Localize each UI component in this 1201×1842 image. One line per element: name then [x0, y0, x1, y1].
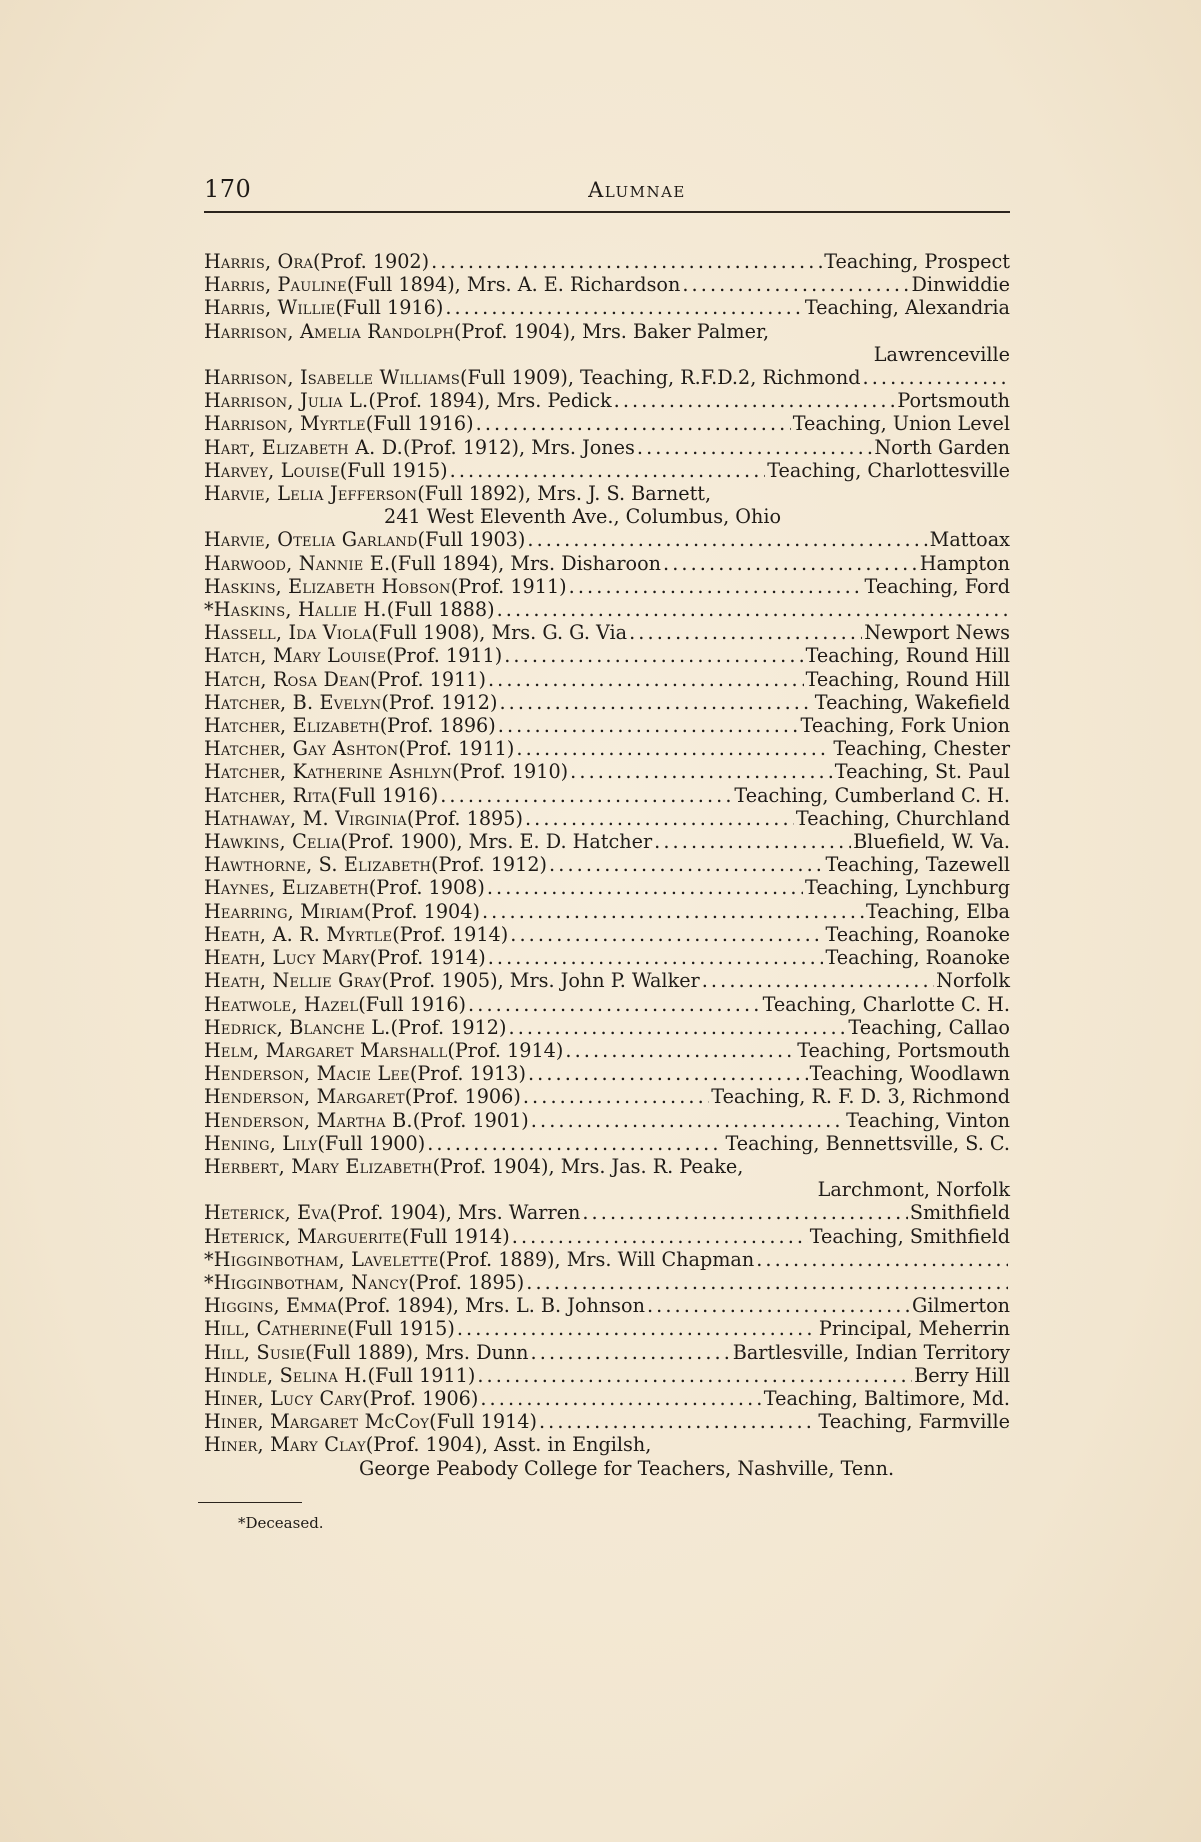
- alumna-name: Hassell, Ida Viola: [204, 621, 372, 645]
- alumna-name: Hiner, Mary Clay: [204, 1433, 366, 1457]
- dot-leader: [516, 737, 831, 760]
- alumna-detail: (Prof. 1904), Mrs. Warren: [329, 1201, 581, 1225]
- alumna-entry: [204, 296, 1010, 319]
- running-head: Alumnae: [588, 178, 686, 202]
- alumna-name: Hiner, Lucy Cary: [204, 1386, 363, 1410]
- alumna-detail: (Full 1908), Mrs. G. G. Via: [371, 621, 628, 645]
- dot-leader: [565, 1039, 795, 1062]
- alumna-name: Hedrick, Blanche L.: [204, 1015, 391, 1039]
- alumna-entry: [204, 807, 1010, 830]
- alumna-occupation-location: Teaching, Charlottesville: [767, 458, 1010, 482]
- alumna-entry: [204, 1433, 1010, 1456]
- alumna-name: Hatcher, Gay Ashton: [204, 737, 399, 761]
- alumna-entry: [204, 969, 1010, 992]
- alumna-occupation-location: Newport News: [864, 621, 1010, 645]
- dot-leader: [637, 436, 873, 459]
- alumna-detail: (Full 1911): [367, 1363, 476, 1387]
- alumna-detail: (Full 1903): [417, 528, 526, 552]
- alumna-detail: (Prof. 1911): [450, 574, 567, 598]
- alumna-detail: (Prof. 1901): [412, 1108, 529, 1132]
- alumna-entry: [204, 668, 1010, 691]
- alumna-occupation-location: Norfolk: [936, 969, 1010, 993]
- dot-leader: [614, 389, 896, 412]
- alumna-entry: [204, 876, 1010, 899]
- alumna-entry: [204, 714, 1010, 737]
- alumna-detail: (Prof. 1902): [313, 250, 430, 273]
- alumna-entry: [204, 1248, 1010, 1271]
- alumna-detail: (Prof. 1895): [408, 1270, 525, 1294]
- alumna-occupation-location: Gilmerton: [912, 1294, 1010, 1318]
- alumna-entry: [204, 1016, 1010, 1039]
- alumna-name: Heatwole, Hazel: [204, 992, 359, 1016]
- alumna-name: Hatcher, B. Evelyn: [204, 690, 382, 714]
- alumna-name: Hill, Susie: [204, 1340, 306, 1364]
- alumna-name: Harvie, Otelia Garland: [204, 528, 418, 552]
- dot-leader: [482, 900, 864, 923]
- dot-leader: [569, 575, 863, 598]
- alumna-entry-continuation: Larchmont, Norfolk: [817, 1178, 1010, 1202]
- alumna-entry: [204, 1062, 1010, 1085]
- alumna-detail: (Full 1888): [386, 598, 495, 622]
- alumna-detail: (Prof. 1904): [363, 899, 480, 923]
- alumna-name: Harris, Willie: [204, 296, 336, 320]
- alumna-occupation-location: Berry Hill: [914, 1363, 1010, 1387]
- alumna-occupation-location: Hampton: [919, 551, 1010, 575]
- alumna-name: Hatcher, Katherine Ashlyn: [204, 760, 453, 784]
- alumna-occupation-location: Teaching, Chester: [833, 737, 1010, 761]
- alumna-detail: (Prof. 1912): [390, 1015, 507, 1039]
- dot-leader: [629, 621, 862, 644]
- alumna-occupation-location: Teaching, Charlotte C. H.: [762, 992, 1010, 1016]
- alumna-detail: (Prof. 1910): [452, 760, 569, 784]
- alumna-detail: (Prof. 1894), Mrs. L. B. Johnson: [336, 1294, 645, 1318]
- alumna-occupation-location: Teaching, Vinton: [846, 1108, 1010, 1132]
- alumna-name: Hill, Catherine: [204, 1317, 347, 1341]
- dot-leader: [654, 830, 851, 853]
- alumna-entry: [204, 853, 1010, 876]
- alumna-detail: (Prof. 1913): [409, 1062, 526, 1086]
- alumna-detail: (Prof. 1911): [398, 737, 515, 761]
- alumna-name: Harris, Ora: [204, 250, 314, 273]
- alumna-entry: [204, 760, 1010, 783]
- alumna-detail: (Prof. 1895): [406, 806, 523, 830]
- alumna-name: Harrison, Isabelle Williams: [204, 366, 461, 390]
- alumna-entry: [204, 459, 1010, 482]
- alumna-entry: [204, 1341, 1010, 1364]
- alumna-name: Heterick, Eva: [204, 1201, 330, 1225]
- alumna-occupation-location: Teaching, Prospect: [824, 250, 1010, 273]
- alumna-detail: (Full 1916): [330, 783, 439, 807]
- alumna-name: Hatcher, Rita: [204, 783, 331, 807]
- dot-leader: [756, 1248, 1008, 1271]
- alumna-name: Hawkins, Celia: [204, 830, 341, 854]
- dot-leader: [431, 250, 822, 273]
- alumna-occupation-location: Teaching, Round Hill: [805, 667, 1010, 691]
- dot-leader: [525, 807, 794, 830]
- alumna-name: Hatch, Rosa Dean: [204, 667, 370, 691]
- alumna-entry: [204, 993, 1010, 1016]
- alumna-detail: (Full 1892), Mrs. J. S. Barnett,: [417, 482, 712, 506]
- dot-leader: [499, 691, 812, 714]
- alumna-detail: (Prof. 1900), Mrs. E. D. Hatcher: [340, 830, 653, 854]
- dot-leader: [582, 1201, 908, 1224]
- header-rule: [204, 211, 1010, 213]
- dot-leader: [427, 1132, 723, 1155]
- alumna-name: Hart, Elizabeth A. D.: [204, 435, 403, 459]
- alumna-entry: [204, 320, 1010, 343]
- alumna-detail: (Prof. 1912): [381, 690, 498, 714]
- alumna-occupation-location: Teaching, Smithfield: [809, 1224, 1010, 1248]
- alumna-name: *Higginbotham, Lavelette: [204, 1247, 439, 1271]
- alumna-name: Hearring, Miriam: [204, 899, 364, 923]
- alumna-occupation-location: Teaching, Cumberland C. H.: [734, 783, 1010, 807]
- alumna-entry: [204, 436, 1010, 459]
- alumna-detail: (Full 1916): [335, 296, 444, 320]
- alumna-entry: [204, 1364, 1010, 1387]
- alumna-entry: [204, 1109, 1010, 1132]
- alumna-entry: [204, 1294, 1010, 1317]
- alumna-detail: (Prof. 1889), Mrs. Will Chapman: [438, 1247, 755, 1271]
- alumna-entry: [204, 900, 1010, 923]
- dot-leader: [476, 412, 791, 435]
- dot-leader: [445, 296, 802, 319]
- alumna-occupation-location: Teaching, Portsmouth: [797, 1038, 1010, 1062]
- alumna-detail: (Prof. 1912): [430, 853, 548, 877]
- alumna-detail: (Prof. 1904), Asst. in Engilsh,: [365, 1433, 652, 1457]
- alumna-entry: [204, 1387, 1010, 1410]
- alumna-detail: (Prof. 1904), Mrs. Jas. R. Peake,: [432, 1154, 744, 1178]
- alumna-occupation-location: Teaching, Round Hill: [805, 644, 1010, 668]
- alumna-name: Haynes, Elizabeth: [204, 876, 369, 900]
- alumna-name: Hatcher, Elizabeth: [204, 714, 380, 738]
- alumna-name: Hiner, Margaret McCoy: [204, 1410, 430, 1434]
- alumna-detail: (Prof. 1914): [369, 946, 486, 970]
- alumna-name: Heterick, Marguerite: [204, 1224, 402, 1248]
- alumna-occupation-location: Mattoax: [929, 528, 1010, 552]
- alumna-entry: [204, 1132, 1010, 1155]
- alumna-occupation-location: Teaching, Callao: [848, 1015, 1010, 1039]
- alumna-occupation-location: Teaching, Tazewell: [825, 853, 1010, 877]
- dot-leader: [570, 760, 833, 783]
- alumna-occupation-location: Bluefield, W. Va.: [853, 830, 1010, 854]
- page-header: [204, 175, 1010, 213]
- alumna-name: Henderson, Margaret: [204, 1085, 405, 1109]
- alumna-entry: [204, 598, 1010, 621]
- alumna-detail: (Prof. 1905), Mrs. John P. Walker: [381, 969, 700, 993]
- dot-leader: [527, 528, 927, 551]
- alumna-name: Heath, A. R. Myrtle: [204, 922, 393, 946]
- dot-leader: [512, 1225, 808, 1248]
- alumna-occupation-location: Dinwiddie: [911, 273, 1010, 297]
- alumna-occupation-location: Teaching, Ford: [864, 574, 1010, 598]
- alumna-detail: (Prof. 1914): [392, 922, 509, 946]
- dot-leader: [440, 784, 732, 807]
- alumna-name: Hawthorne, S. Elizabeth: [204, 853, 431, 877]
- alumna-entry: [204, 784, 1010, 807]
- alumna-occupation-location: Teaching, Union Level: [792, 412, 1010, 436]
- alumna-name: Heath, Nellie Gray: [204, 969, 382, 993]
- dot-leader: [510, 923, 823, 946]
- alumna-detail: (Full 1894), Mrs. A. E. Richardson: [346, 273, 681, 297]
- alumna-detail: (Full 1894), Mrs. Disharoon: [390, 551, 661, 575]
- alumna-entry: [204, 691, 1010, 714]
- alumna-name: *Haskins, Hallie H.: [204, 598, 387, 622]
- alumna-name: Heath, Lucy Mary: [204, 946, 370, 970]
- alumna-entry: [204, 644, 1010, 667]
- alumna-occupation-location: Teaching, Roanoke: [825, 922, 1010, 946]
- alumna-entry: [204, 482, 1010, 505]
- alumna-detail: (Prof. 1906): [404, 1085, 521, 1109]
- alumna-name: Higgins, Emma: [204, 1294, 337, 1318]
- dot-leader: [498, 714, 799, 737]
- dot-leader: [488, 668, 804, 691]
- alumna-occupation-location: Teaching, Roanoke: [825, 946, 1010, 970]
- alumna-occupation-location: Principal, Meherrin: [818, 1317, 1010, 1341]
- dot-leader: [487, 876, 803, 899]
- dot-leader: [682, 273, 909, 296]
- alumna-entry: [204, 552, 1010, 575]
- alumna-entry: [204, 1039, 1010, 1062]
- alumna-detail: (Full 1915): [346, 1317, 455, 1341]
- alumna-entry: [204, 412, 1010, 435]
- alumna-entry: [204, 389, 1010, 412]
- alumna-detail: (Prof. 1894), Mrs. Pedick: [368, 389, 612, 413]
- alumna-detail: (Full 1914): [401, 1224, 510, 1248]
- dot-leader: [504, 644, 803, 667]
- alumna-detail: (Full 1900): [317, 1131, 426, 1155]
- dot-leader: [523, 1085, 709, 1108]
- alumna-detail: (Prof. 1911): [386, 644, 503, 668]
- alumna-detail: (Prof. 1912), Mrs. Jones: [402, 435, 635, 459]
- alumna-detail: (Full 1916): [358, 992, 467, 1016]
- alumna-name: *Higginbotham, Nancy: [204, 1270, 409, 1294]
- dot-leader: [539, 1410, 816, 1433]
- alumna-occupation-location: Teaching, Baltimore, Md.: [763, 1386, 1010, 1410]
- alumna-occupation-location: North Garden: [874, 435, 1010, 459]
- dot-leader: [528, 1062, 808, 1085]
- alumna-name: Helm, Margaret Marshall: [204, 1038, 448, 1062]
- alumna-detail: (Prof. 1896): [379, 714, 496, 738]
- alumna-detail: (Prof. 1906): [362, 1386, 479, 1410]
- alumna-detail: (Full 1914): [429, 1410, 537, 1434]
- alumna-occupation-location: Teaching, Elba: [865, 899, 1010, 923]
- dot-leader: [509, 1016, 847, 1039]
- dot-leader: [468, 993, 761, 1016]
- alumna-entry: [204, 366, 1010, 389]
- page-number: 170: [204, 175, 252, 203]
- alumna-name: Harrison, Myrtle: [204, 412, 366, 436]
- alumnae-list: [204, 250, 1010, 1480]
- alumna-occupation-location: Teaching, R. F. D. 3, Richmond: [711, 1085, 1010, 1109]
- alumna-occupation-location: Smithfield: [909, 1201, 1010, 1225]
- dot-leader: [863, 366, 1009, 389]
- alumna-detail: (Full 1915): [339, 458, 448, 482]
- alumna-occupation-location: Bartlesville, Indian Territory: [732, 1340, 1010, 1364]
- alumna-entry: [204, 250, 1010, 273]
- alumna-name: Henderson, Martha B.: [204, 1108, 413, 1132]
- alumna-detail: (Full 1889), Mrs. Dunn: [305, 1340, 529, 1364]
- alumna-entry: [204, 946, 1010, 969]
- alumna-detail: (Full 1916): [365, 412, 474, 436]
- alumna-name: Hindle, Selina H.: [204, 1363, 368, 1387]
- alumna-entry: [204, 1225, 1010, 1248]
- dot-leader: [488, 946, 824, 969]
- alumna-occupation-location: Portsmouth: [897, 389, 1010, 413]
- alumna-name: Haskins, Elizabeth Hobson: [204, 574, 451, 598]
- dot-leader: [531, 1341, 731, 1364]
- alumna-entry: [204, 1085, 1010, 1108]
- alumna-name: Harrison, Amelia Randolph: [204, 319, 454, 343]
- alumna-occupation-location: Teaching, Lynchburg: [805, 876, 1010, 900]
- alumna-occupation-location: Teaching, Fork Union: [800, 714, 1010, 738]
- alumna-name: Hatch, Mary Louise: [204, 644, 387, 668]
- alumna-detail: (Prof. 1904), Mrs. Baker Palmer,: [453, 319, 770, 343]
- alumna-occupation-location: Teaching, Bennettsville, S. C.: [725, 1131, 1010, 1155]
- alumna-name: Hening, Lily: [204, 1131, 318, 1155]
- dot-leader: [702, 969, 934, 992]
- alumna-entry-continuation: 241 West Eleventh Ave., Columbus, Ohio: [384, 505, 782, 529]
- alumna-detail: (Prof. 1911): [369, 667, 486, 691]
- dot-leader: [450, 459, 766, 482]
- alumna-occupation-location: Teaching, Farmville: [818, 1410, 1010, 1434]
- alumna-occupation-location: Teaching, Churchland: [795, 806, 1010, 830]
- alumna-occupation-location: Teaching, St. Paul: [834, 760, 1010, 784]
- alumna-entry: [204, 621, 1010, 644]
- alumna-occupation-location: Teaching, Alexandria: [804, 296, 1010, 320]
- alumna-entry: [204, 1317, 1010, 1340]
- dot-leader: [647, 1294, 910, 1317]
- dot-leader: [480, 1387, 761, 1410]
- alumna-entry: [204, 1271, 1010, 1294]
- dot-leader: [457, 1317, 817, 1340]
- alumna-name: Harvie, Lelia Jefferson: [204, 482, 418, 506]
- alumna-detail: (Prof. 1914): [447, 1038, 564, 1062]
- alumna-name: Herbert, Mary Elizabeth: [204, 1154, 433, 1178]
- alumna-name: Harrison, Julia L.: [204, 389, 369, 413]
- alumna-entry: [204, 1201, 1010, 1224]
- alumna-entry: [204, 737, 1010, 760]
- dot-leader: [477, 1364, 912, 1387]
- alumna-entry: [204, 830, 1010, 853]
- dot-leader: [663, 552, 918, 575]
- alumna-detail: (Full 1909), Teaching, R.F.D.2, Richmond: [460, 366, 861, 390]
- alumna-entry: [204, 923, 1010, 946]
- footnote-rule: [198, 1502, 302, 1503]
- alumna-name: Harvey, Louise: [204, 458, 340, 482]
- alumna-entry: [204, 1410, 1010, 1433]
- alumna-name: Henderson, Macie Lee: [204, 1062, 410, 1086]
- alumna-occupation-location: Teaching, Woodlawn: [809, 1062, 1010, 1086]
- dot-leader: [549, 853, 824, 876]
- alumna-entry: [204, 528, 1010, 551]
- alumna-name: Hathaway, M. Virginia: [204, 806, 407, 830]
- alumna-name: Harris, Pauline: [204, 273, 347, 297]
- alumna-detail: (Prof. 1908): [368, 876, 485, 900]
- alumna-entry: [204, 1155, 1010, 1178]
- alumna-entry-continuation: Lawrenceville: [873, 342, 1010, 366]
- dot-leader: [526, 1271, 1008, 1294]
- alumna-entry: [204, 575, 1010, 598]
- alumna-name: Harwood, Nannie E.: [204, 551, 391, 575]
- alumna-occupation-location: Teaching, Wakefield: [814, 690, 1010, 714]
- dot-leader: [497, 598, 1008, 621]
- dot-leader: [531, 1109, 844, 1132]
- footnote: *Deceased.: [238, 1514, 324, 1532]
- alumna-entry-continuation: George Peabody College for Teachers, Nashville, Tenn.: [359, 1456, 895, 1480]
- alumna-entry: [204, 273, 1010, 296]
